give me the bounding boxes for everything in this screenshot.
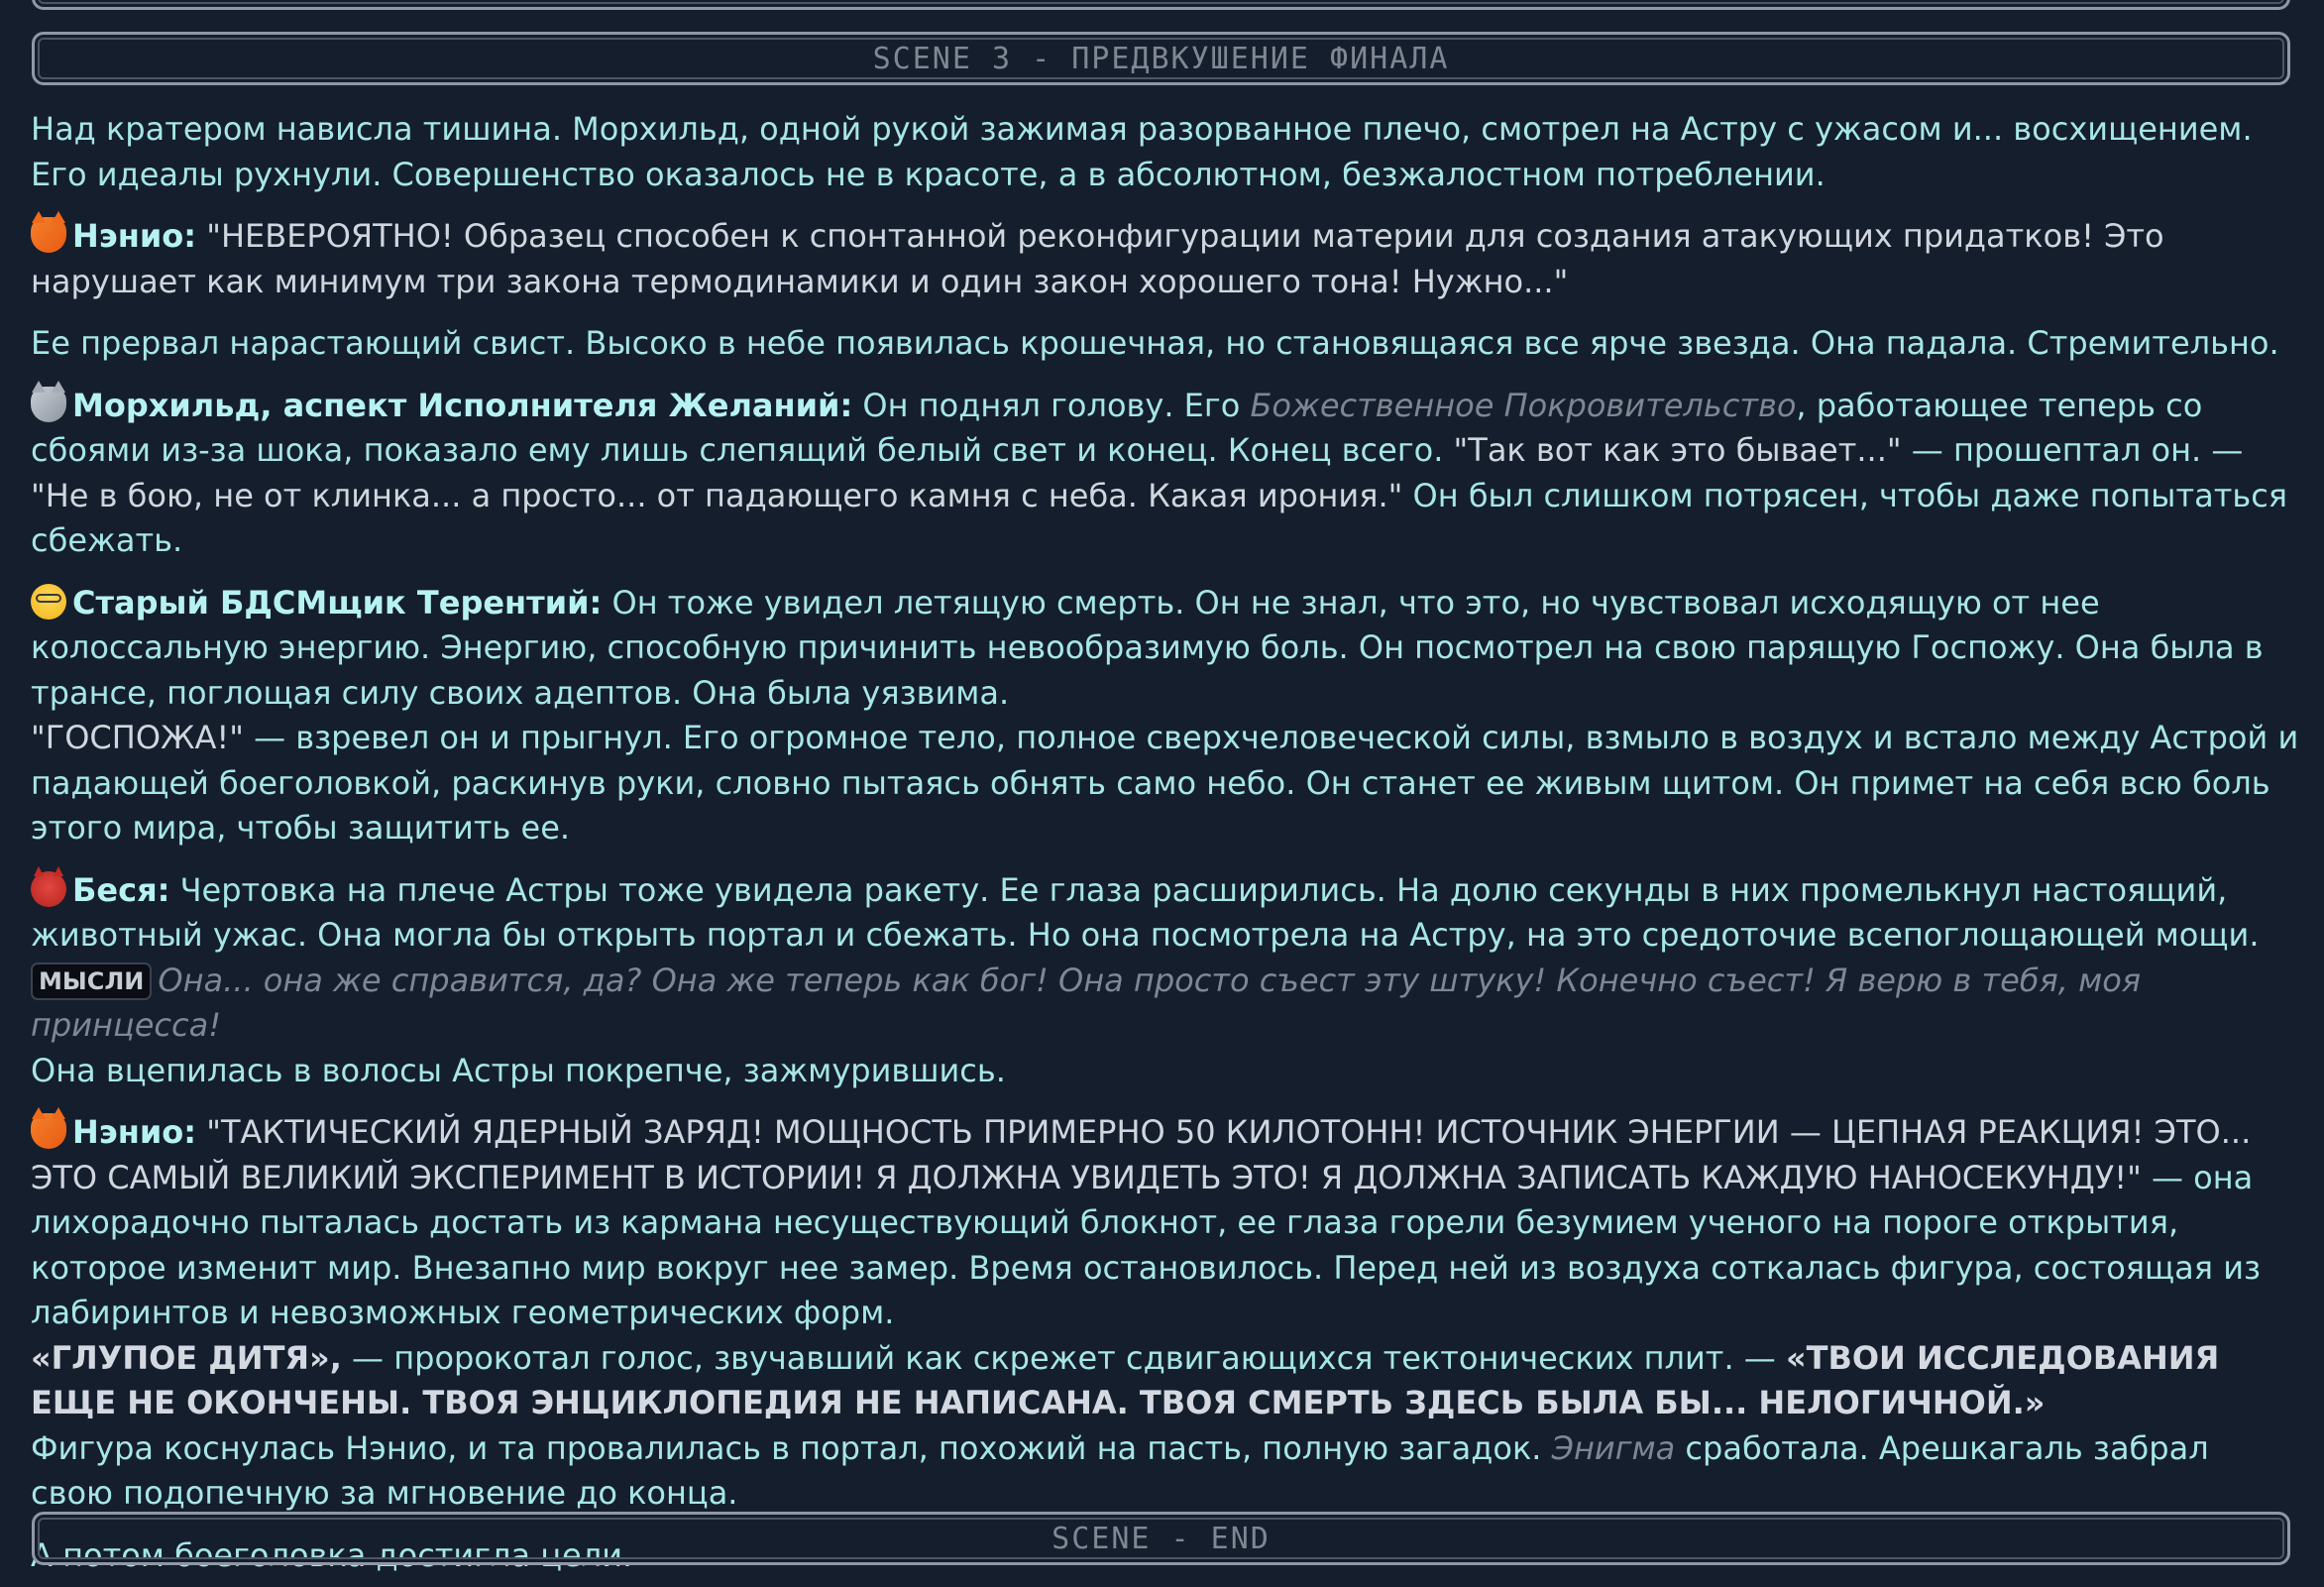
narration-text: Он был слишком потрясен, чтобы даже попытаться сбежать. <box>31 476 2288 559</box>
narration-text: — она лихорадочно пыталась достать из кармана несуществующий блокнот, ее глаза горели безумием ученого на пороге открытия, которое изменит мир. Внезапно мир вокруг нее замер. Время остановилось. Перед ней из воздуха соткалась фигура, состоящая из лабиринтов и невозможных геометрических форм. <box>31 1158 2262 1331</box>
narration-text: Чертовка на плече Астры тоже увидела ракету. Ее глаза расширились. На долю секунды в них промелькнул настоящий, животный ужас. Она могла бы открыть портал и сбежать. Но она посмотрела на Астру, на это средоточие всепоглощающей мощи. <box>31 870 2260 954</box>
skill-name: Божественное Покровительство <box>1250 386 1797 424</box>
voice-quote: «ТВОИ ИССЛЕДОВАНИЯ ЕЩЕ НЕ ОКОНЧЕНЫ. ТВОЯ ЭНЦИКЛОПЕДИЯ НЕ НАПИСАНА. ТВОЯ СМЕРТЬ ЗДЕСЬ БЫЛА БЫ... НЕЛОГИЧНОЙ.» <box>31 1338 2220 1421</box>
scene-3-title: SCENE 3 - ПРЕДВКУШЕНИЕ ФИНАЛА <box>872 41 1450 76</box>
speaker-name: Старый БДСМщик Терентий: <box>72 583 603 622</box>
thoughts-badge: МЫСЛИ <box>31 963 152 1000</box>
devil-face-icon <box>31 871 66 907</box>
narration-text: А потом боеголовка достигла цели. <box>31 1535 633 1574</box>
scene-end-banner <box>32 1512 2290 1565</box>
dialogue-besya <box>31 868 2300 1094</box>
thought-text: Она... она же справится, да? Она же теперь как бог! Она просто съест эту штуку! Конечно съест! Я верю в тебя, моя принцесса! <box>31 961 2142 1044</box>
narration-text: — прошептал он. — <box>1901 431 2244 469</box>
narration-text: Ее прервал нарастающий свист. Высоко в небе появилась крошечная, но становящаяся все ярче звезда. Она падала. Стремительно. <box>31 324 2279 362</box>
speech-text: "НЕВЕРОЯТНО! Образец способен к спонтанной реконфигурации материи для создания атакующих придатков! Это нарушает как минимум три закона термодинамики и один закон хорошего тона! Нужно..." <box>31 217 2164 300</box>
dialogue-morhild <box>31 384 2300 564</box>
speech-text: "Так вот как это бывает..." <box>1453 431 1902 469</box>
speaker-name: Морхильд, аспект Исполнителя Желаний: <box>72 386 853 424</box>
narration-text: — взревел он и прыгнул. Его огромное тело, полное сверхчеловеческой силы, взмыло в воздух и встало между Астрой и падающей боеголовкой, раскинув руки, словно пытаясь обнять само небо. Он станет ее живым щитом. Он примет на себя всю боль этого мира, чтобы защитить ее. <box>31 719 2299 847</box>
dialogue-terentiy <box>31 581 2300 851</box>
skill-name: Энигма <box>1551 1428 1676 1467</box>
narration-text: , работающее теперь со сбоями из-за шока, показало ему лишь слепящий белый свет и конец. Конец всего. <box>31 386 2203 469</box>
speaker-name: Нэнио: <box>72 1113 197 1151</box>
narration-text: Он тоже увидел летящую смерть. Он не знал, что это, но чувствовал исходящую от нее колоссальную энергию. Энергию, способную причинить невообразимую боль. Он посмотрел на свою парящую Госпожу. Она была в трансе, поглощая силу своих адептов. Она была уязвима. <box>31 583 2264 712</box>
dialogue-nenio-1 <box>31 214 2300 304</box>
previous-scene-banner <box>32 0 2290 10</box>
voice-quote: «ГЛУПОЕ ДИТЯ», <box>31 1338 342 1377</box>
narration-text: — пророкотал голос, звучавший как скрежет сдвигающихся тектонических плит. — <box>341 1338 1786 1377</box>
narration-text: Фигура коснулась Нэнио, и та провалилась в портал, похожий на пасть, полную загадок. <box>31 1428 1552 1467</box>
narration-text: Она вцепилась в волосы Астры покрепче, зажмурившись. <box>31 1051 1006 1089</box>
fox-icon <box>31 1113 66 1149</box>
fox-icon <box>31 217 66 253</box>
speech-text: "ТАКТИЧЕСКИЙ ЯДЕРНЫЙ ЗАРЯД! МОЩНОСТЬ ПРИМЕРНО 50 КИЛОТОНН! ИСТОЧНИК ЭНЕРГИИ — ЦЕПНАЯ РЕАКЦИЯ! ЭТО... ЭТО САМЫЙ ВЕЛИКИЙ ЭКСПЕРИМЕНТ В ИСТОРИИ! Я ДОЛЖНА УВИДЕТЬ ЭТО! Я ДОЛЖНА ЗАПИСАТЬ КАЖДУЮ НАНОСЕКУНДУ!" <box>31 1113 2252 1196</box>
narration-text: Он поднял голову. Его <box>852 386 1251 424</box>
wolf-icon <box>31 387 66 422</box>
narration-paragraph <box>31 107 2300 197</box>
speech-text: "ГОСПОЖА!" <box>31 719 244 756</box>
speaker-name: Беся: <box>72 870 170 909</box>
scene-3-banner <box>32 32 2290 85</box>
narration-paragraph <box>31 321 2300 367</box>
scene-end-title: SCENE - END <box>1051 1521 1271 1556</box>
narration-text: сработала. Арешкагаль забрал свою подопечную за мгновение до конца. <box>31 1428 2209 1512</box>
speech-text: "Не в бою, не от клинка... а просто... от падающего камня с неба. Какая ирония." <box>31 476 1403 514</box>
story-text <box>31 107 2300 1578</box>
speaker-name: Нэнио: <box>72 217 197 255</box>
dialogue-nenio-2 <box>31 1110 2300 1517</box>
nerd-face-icon <box>31 584 66 620</box>
narration-text: Над кратером нависла тишина. Морхильд, одной рукой зажимая разорванное плечо, смотрел на Астру с ужасом и... восхищением. Его идеалы рухнули. Совершенство оказалось не в красоте, а в абсолютном, безжалостном потреблении. <box>31 110 2253 193</box>
